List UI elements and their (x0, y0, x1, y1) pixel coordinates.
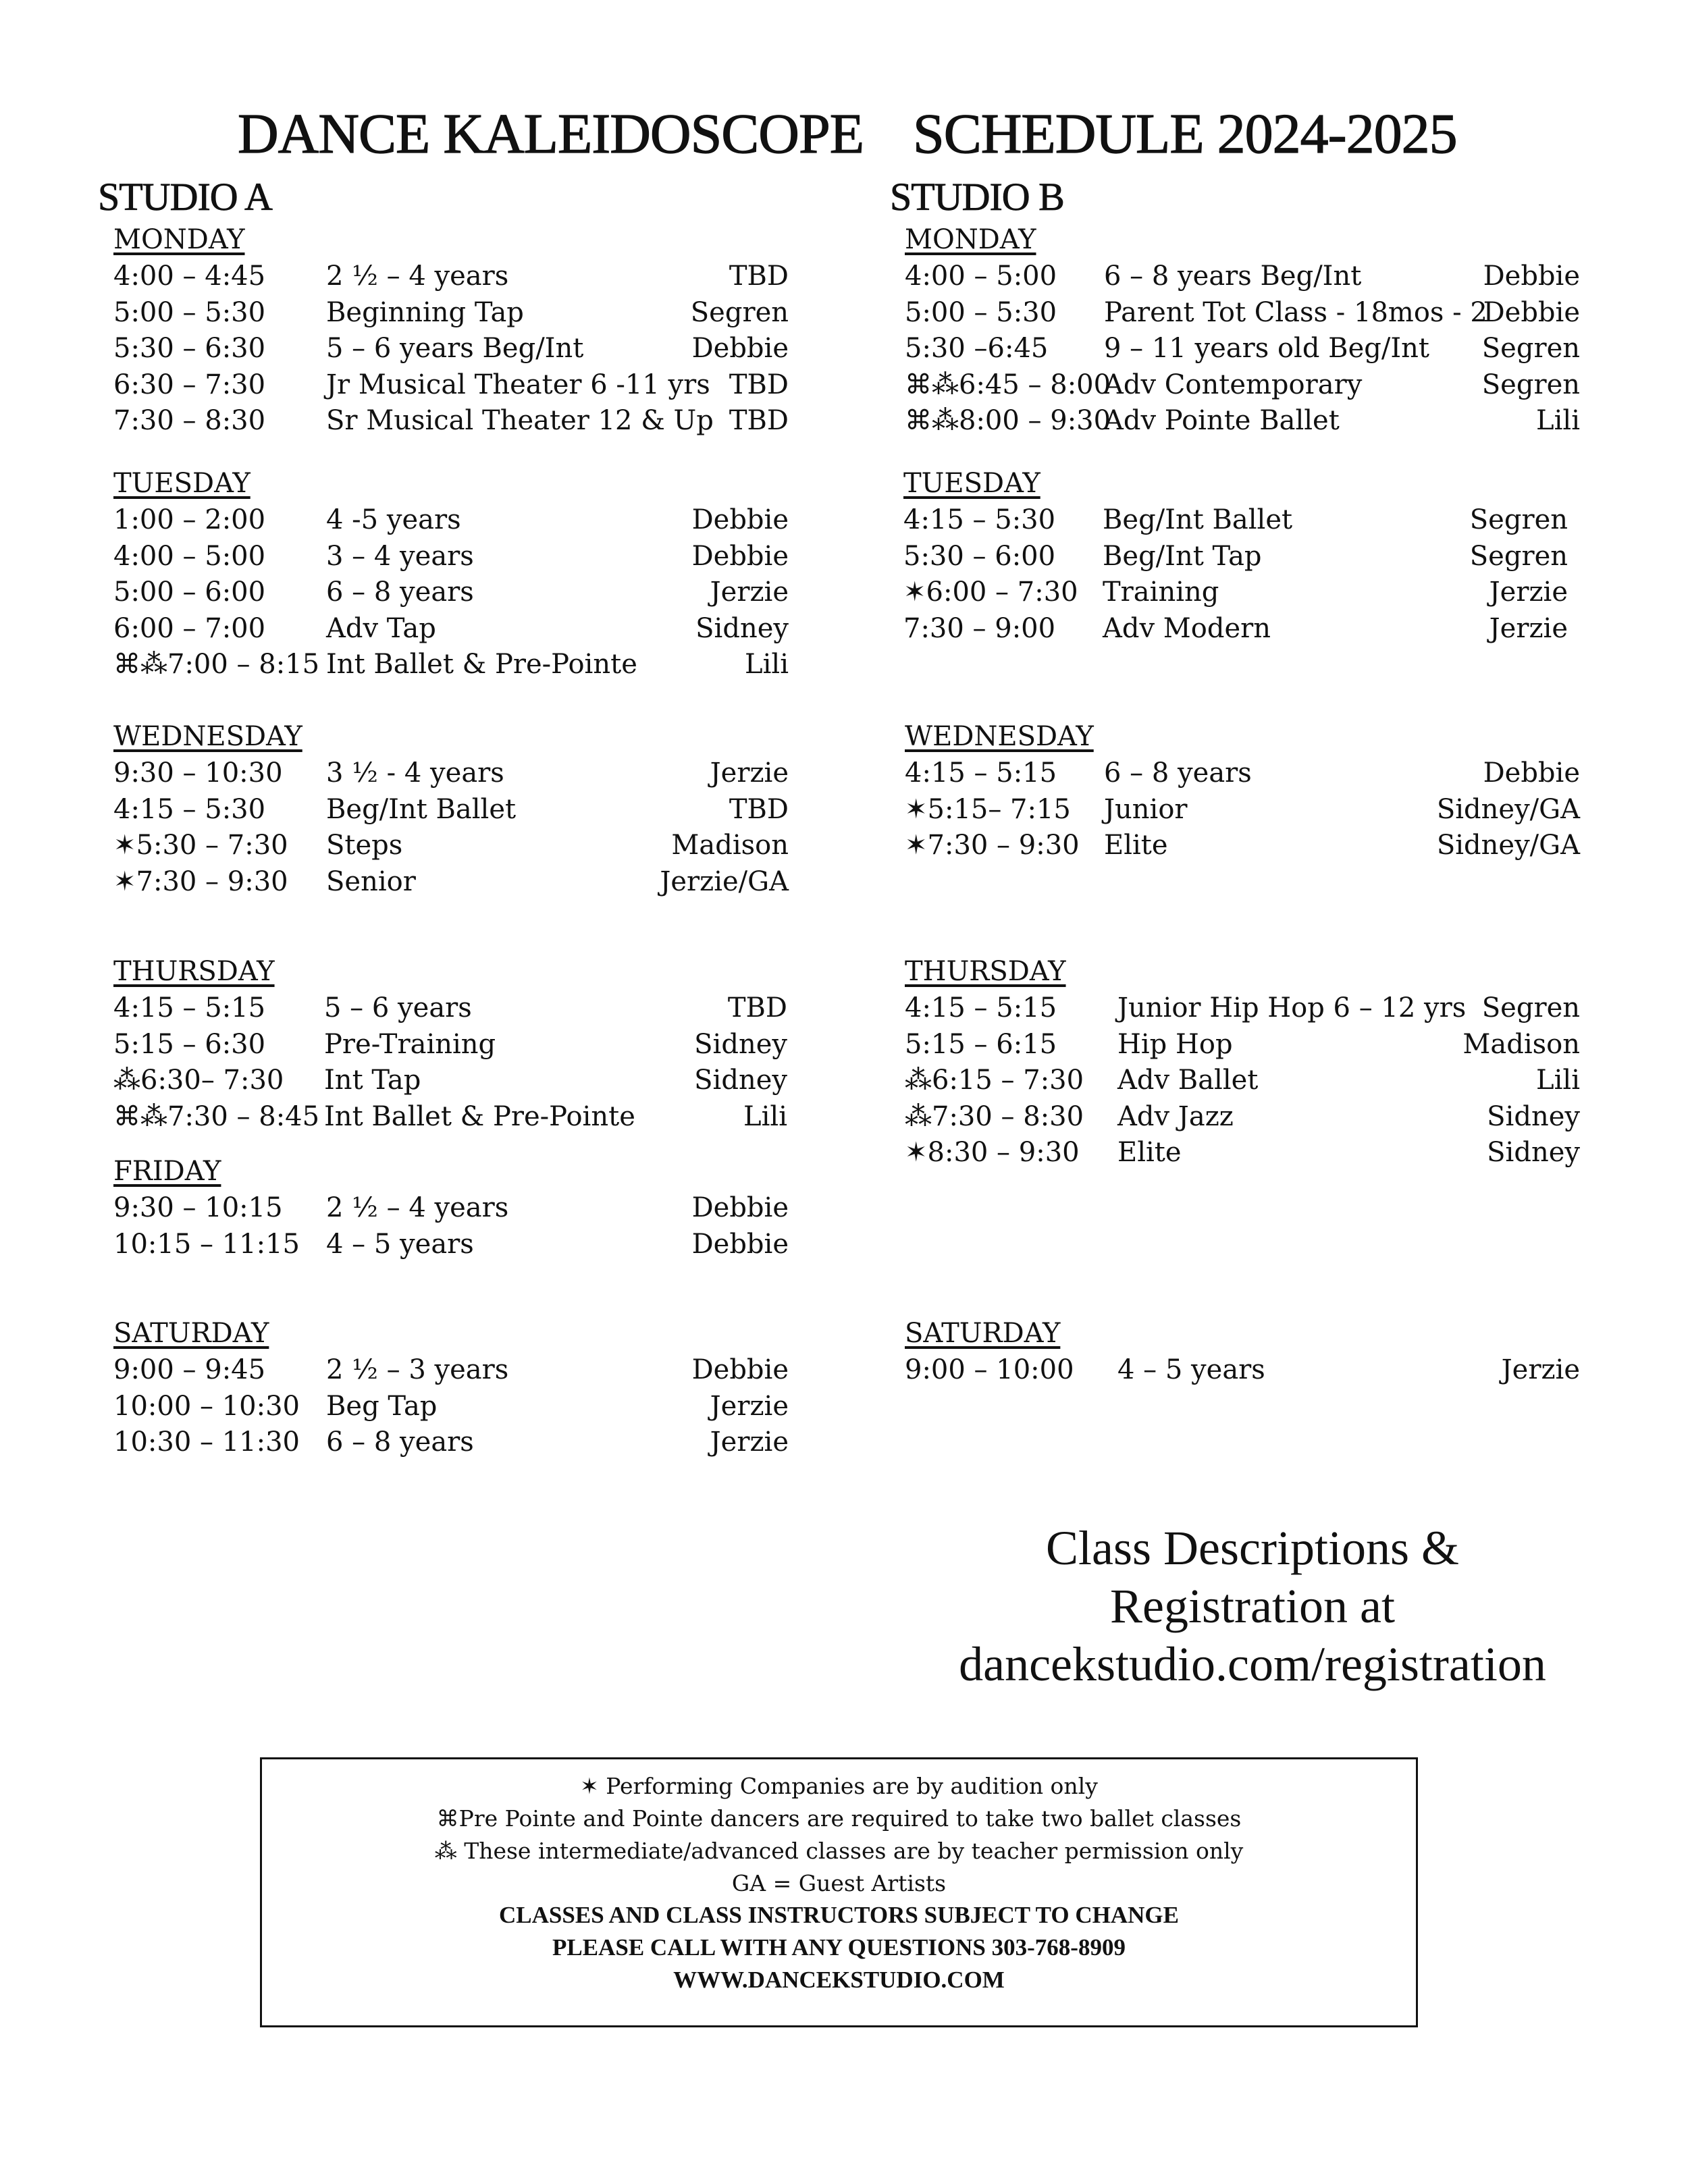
day-label: MONDAY (113, 224, 245, 255)
class-time: 5:00 – 6:00 (113, 577, 266, 608)
class-time: 4:15 – 5:15 (113, 992, 266, 1023)
class-time: 5:15 – 6:15 (905, 1028, 1057, 1060)
registration-info (932, 1519, 1573, 1693)
class-instructor: Sidney (1487, 1137, 1580, 1168)
class-name: Beg/Int Ballet (326, 793, 517, 825)
schedule-row (905, 297, 1580, 334)
day-label: SATURDAY (905, 1318, 1061, 1349)
class-time: 5:30 – 6:00 (903, 540, 1056, 572)
class-time: 10:30 – 11:30 (113, 1427, 300, 1458)
class-name: Adv Contemporary (1104, 369, 1363, 400)
class-instructor: Segren (690, 296, 789, 328)
day-label: TUESDAY (903, 468, 1040, 499)
class-time: 4:15 – 5:15 (905, 757, 1057, 789)
schedule-row (903, 577, 1568, 613)
class-instructor: TBD (729, 793, 789, 825)
class-name: Adv Ballet (1117, 1065, 1259, 1096)
class-time: 7:30 – 8:30 (113, 405, 266, 436)
note-guest-artists: GA = Guest Artists (731, 1870, 947, 1896)
class-instructor: Debbie (691, 1354, 789, 1385)
class-instructor: Debbie (691, 1228, 789, 1260)
class-time: ⌘⁂7:00 – 8:15 (113, 649, 320, 680)
notes-box (260, 1757, 1418, 2027)
schedule-row (905, 830, 1580, 866)
class-time: ✶8:30 – 9:30 (905, 1137, 1080, 1168)
class-name: Adv Modern (1103, 612, 1271, 644)
class-instructor: Jerzie (710, 757, 789, 789)
class-instructor: Jerzie (710, 1390, 789, 1422)
note-pointe: ⌘Pre Pointe and Pointe dancers are required to take two ballet classes (436, 1805, 1242, 1832)
schedule-title (0, 101, 1688, 176)
class-time: 6:00 – 7:00 (113, 612, 266, 644)
class-name: Hip Hop (1117, 1028, 1233, 1060)
class-time: ✶5:15– 7:15 (905, 793, 1071, 825)
schedule-row (113, 1029, 787, 1065)
note-performing: ✶ Performing Companies are by audition only (580, 1773, 1098, 1799)
class-instructor: Debbie (1483, 261, 1580, 292)
class-name: Senior (326, 865, 416, 897)
class-name: Adv Pointe Ballet (1104, 405, 1340, 436)
class-instructor: Debbie (691, 333, 789, 364)
class-name: 6 – 8 years (326, 577, 474, 608)
schedule-row (905, 1101, 1580, 1138)
class-instructor: Sidney/GA (1436, 793, 1580, 825)
class-instructor: Debbie (691, 1192, 789, 1223)
class-instructor: Jerzie/GA (660, 865, 789, 897)
schedule-row (903, 504, 1568, 541)
class-time: ✶6:00 – 7:30 (903, 577, 1078, 608)
class-name: 3 ½ - 4 years (326, 757, 504, 789)
schedule-row (113, 1229, 789, 1265)
schedule-row (905, 369, 1580, 406)
info-line-3: dancekstudio.com/registration (959, 1637, 1546, 1691)
schedule-row (113, 757, 789, 794)
schedule-row (113, 992, 787, 1029)
class-name: Parent Tot Class - 18mos - 2 (1104, 296, 1487, 328)
class-time: 4:00 – 5:00 (113, 540, 266, 572)
class-time: 5:00 – 5:30 (905, 296, 1057, 328)
class-instructor: Lili (1536, 1065, 1580, 1096)
class-instructor: Madison (1462, 1028, 1580, 1060)
class-time: 4:00 – 4:45 (113, 261, 266, 292)
schedule-row (905, 1065, 1580, 1101)
class-instructor: Sidney (694, 1028, 787, 1060)
schedule-row (113, 541, 789, 577)
class-name: Beginning Tap (326, 296, 524, 328)
class-name: 5 – 6 years Beg/Int (326, 333, 584, 364)
class-instructor: TBD (727, 992, 787, 1023)
class-name: 4 -5 years (326, 504, 461, 535)
class-name: 2 ½ – 4 years (326, 261, 509, 292)
class-name: Sr Musical Theater 12 & Up (326, 405, 714, 436)
class-name: 5 – 6 years (324, 992, 472, 1023)
schedule-row (905, 405, 1580, 442)
schedule-row (113, 1427, 789, 1463)
class-name: Int Ballet & Pre-Pointe (326, 649, 637, 680)
class-name: Beg Tap (326, 1390, 438, 1422)
class-time: ✶5:30 – 7:30 (113, 830, 288, 861)
class-instructor: Sidney/GA (1436, 830, 1580, 861)
class-name: 3 – 4 years (326, 540, 474, 572)
class-instructor: Debbie (1483, 296, 1580, 328)
day-label: THURSDAY (905, 956, 1066, 987)
class-time: ⌘⁂6:45 – 8:00 (905, 369, 1111, 400)
class-instructor: TBD (729, 405, 789, 436)
class-time: 5:30 –6:45 (905, 333, 1049, 364)
class-time: 5:15 – 6:30 (113, 1028, 266, 1060)
class-instructor: Lili (743, 1100, 787, 1132)
schedule-row (113, 261, 789, 297)
schedule-row (903, 541, 1568, 577)
class-name: 6 – 8 years Beg/Int (1104, 261, 1362, 292)
class-time: 9:00 – 10:00 (905, 1354, 1074, 1385)
class-instructor: Debbie (691, 540, 789, 572)
schedule-row (113, 369, 789, 406)
class-name: Jr Musical Theater 6 -11 yrs (326, 369, 710, 400)
class-name: Training (1103, 577, 1219, 608)
note-subject-to-change: CLASSES AND CLASS INSTRUCTORS SUBJECT TO CHANGE (499, 1902, 1179, 1928)
class-instructor: Debbie (1483, 757, 1580, 789)
class-time: 6:30 – 7:30 (113, 369, 266, 400)
day-label: TUESDAY (113, 468, 250, 499)
class-time: ⌘⁂8:00 – 9:30 (905, 405, 1111, 436)
title-left: DANCE KALEIDOSCOPE (238, 103, 864, 165)
class-time: ✶7:30 – 9:30 (113, 865, 288, 897)
class-time: 9:30 – 10:30 (113, 757, 283, 789)
class-name: Int Tap (324, 1065, 421, 1096)
day-label: FRIDAY (113, 1156, 221, 1187)
class-time: ⁂7:30 – 8:30 (905, 1100, 1084, 1132)
class-instructor: Segren (1469, 540, 1568, 572)
title-right: SCHEDULE 2024-2025 (913, 103, 1457, 165)
schedule-row (905, 261, 1580, 297)
class-time: ⁂6:15 – 7:30 (905, 1065, 1084, 1096)
class-time: 1:00 – 2:00 (113, 504, 266, 535)
schedule-row (905, 1354, 1580, 1391)
note-phone: PLEASE CALL WITH ANY QUESTIONS 303-768-8909 (552, 1934, 1126, 1961)
info-line-2: Registration at (1110, 1579, 1395, 1633)
class-name: 2 ½ – 3 years (326, 1354, 509, 1385)
schedule-row (113, 405, 789, 442)
schedule-row (113, 649, 789, 685)
class-name: 9 – 11 years old Beg/Int (1104, 333, 1429, 364)
day-label: WEDNESDAY (113, 721, 302, 752)
class-instructor: Jerzie (1489, 612, 1568, 644)
class-instructor: Madison (671, 830, 789, 861)
class-name: 2 ½ – 4 years (326, 1192, 509, 1223)
class-time: 10:15 – 11:15 (113, 1228, 300, 1260)
class-time: 4:15 – 5:30 (903, 504, 1056, 535)
class-instructor: Jerzie (1501, 1354, 1580, 1385)
schedule-row (113, 1065, 787, 1101)
schedule-row (905, 1029, 1580, 1065)
schedule-row (113, 866, 789, 903)
class-name: Beg/Int Ballet (1103, 504, 1293, 535)
class-name: Junior Hip Hop 6 – 12 yrs (1117, 992, 1467, 1023)
class-name: 6 – 8 years (1104, 757, 1252, 789)
class-time: ⁂6:30– 7:30 (113, 1065, 284, 1096)
schedule-row (113, 1354, 789, 1391)
class-time: ✶7:30 – 9:30 (905, 830, 1080, 861)
class-name: Beg/Int Tap (1103, 540, 1262, 572)
class-time: 9:30 – 10:15 (113, 1192, 283, 1223)
class-name: 4 – 5 years (1117, 1354, 1265, 1385)
schedule-row (905, 1137, 1580, 1173)
studio-a-heading: STUDIO A (98, 175, 272, 219)
class-instructor: Jerzie (710, 577, 789, 608)
note-permission: ⁂ These intermediate/advanced classes are by teacher permission only (434, 1838, 1244, 1864)
class-name: Elite (1117, 1137, 1182, 1168)
class-time: 5:00 – 5:30 (113, 296, 266, 328)
schedule-row (113, 1192, 789, 1229)
day-label: MONDAY (905, 224, 1036, 255)
class-name: Adv Jazz (1117, 1100, 1234, 1132)
day-label: THURSDAY (113, 956, 275, 987)
day-label: WEDNESDAY (905, 721, 1094, 752)
schedule-row (905, 794, 1580, 830)
info-line-1: Class Descriptions & (1046, 1521, 1459, 1575)
schedule-row (113, 1101, 787, 1138)
schedule-row (113, 504, 789, 541)
class-time: 4:15 – 5:15 (905, 992, 1057, 1023)
class-name: Steps (326, 830, 403, 861)
class-name: Elite (1104, 830, 1168, 861)
class-instructor: Lili (1536, 405, 1580, 436)
class-instructor: TBD (729, 261, 789, 292)
class-time: ⌘⁂7:30 – 8:45 (113, 1100, 320, 1132)
schedule-row (905, 333, 1580, 369)
schedule-row (903, 613, 1568, 649)
class-time: 9:00 – 9:45 (113, 1354, 266, 1385)
day-label: SATURDAY (113, 1318, 269, 1349)
class-time: 4:00 – 5:00 (905, 261, 1057, 292)
schedule-row (113, 1391, 789, 1427)
class-name: 4 – 5 years (326, 1228, 474, 1260)
studio-b-heading: STUDIO B (890, 175, 1064, 219)
schedule-row (113, 577, 789, 613)
schedule-row (905, 992, 1580, 1029)
class-instructor: Segren (1481, 369, 1580, 400)
schedule-row (113, 830, 789, 866)
class-time: 7:30 – 9:00 (903, 612, 1056, 644)
class-instructor: Lili (745, 649, 789, 680)
class-instructor: Segren (1481, 992, 1580, 1023)
class-instructor: Segren (1481, 333, 1580, 364)
class-instructor: Jerzie (710, 1427, 789, 1458)
schedule-row (113, 333, 789, 369)
schedule-row (113, 794, 789, 830)
class-instructor: Jerzie (1489, 577, 1568, 608)
class-name: Junior (1104, 793, 1188, 825)
class-name: Adv Tap (326, 612, 436, 644)
class-instructor: Sidney (1487, 1100, 1580, 1132)
class-time: 4:15 – 5:30 (113, 793, 266, 825)
schedule-row (113, 297, 789, 334)
class-name: 6 – 8 years (326, 1427, 474, 1458)
class-instructor: Segren (1469, 504, 1568, 535)
class-instructor: Debbie (691, 504, 789, 535)
class-time: 10:00 – 10:30 (113, 1390, 300, 1422)
class-time: 5:30 – 6:30 (113, 333, 266, 364)
note-website: WWW.DANCEKSTUDIO.COM (673, 1967, 1005, 1993)
class-instructor: Sidney (694, 1065, 787, 1096)
class-instructor: TBD (729, 369, 789, 400)
schedule-row (905, 757, 1580, 794)
class-name: Pre-Training (324, 1028, 496, 1060)
class-name: Int Ballet & Pre-Pointe (324, 1100, 635, 1132)
class-instructor: Sidney (695, 612, 789, 644)
schedule-row (113, 613, 789, 649)
